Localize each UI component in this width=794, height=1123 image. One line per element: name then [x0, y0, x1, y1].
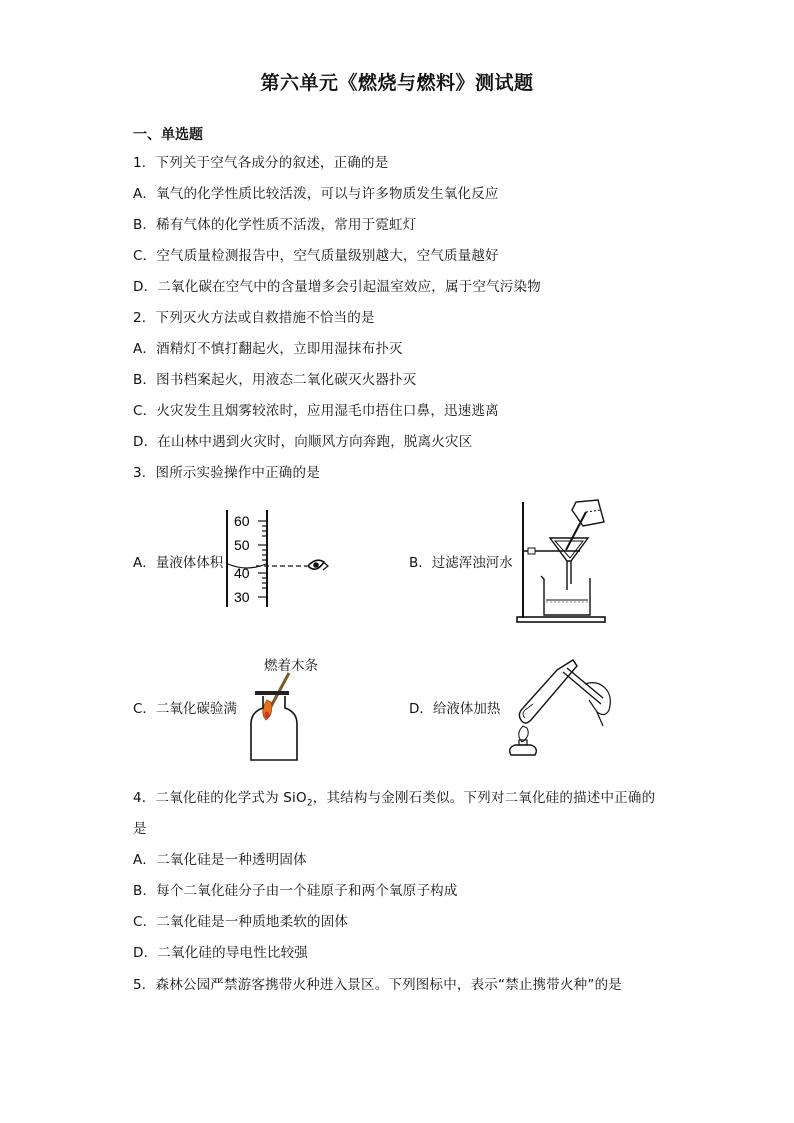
q4-option-c: C．二氧化硅是一种质地柔软的固体 [133, 914, 349, 930]
q2-stem: 2．下列灭火方法或自救措施不恰当的是 [133, 310, 375, 326]
cylinder-tick-30: 30 [234, 589, 250, 605]
q3-option-a-label: A．量液体体积 [133, 555, 224, 571]
q4-stem [133, 786, 655, 809]
q1-option-c: C．空气质量检测报告中，空气质量级别越大，空气质量越好 [133, 248, 499, 264]
q1-stem: 1．下列关于空气各成分的叙述，正确的是 [133, 155, 389, 171]
q2-option-a: A．酒精灯不慎打翻起火，立即用湿抹布扑灭 [133, 341, 403, 357]
stick-label: 燃着木条 [264, 658, 318, 674]
q4-stem-line2: 是 [133, 821, 147, 837]
eye-icon [308, 560, 328, 570]
q5-stem: 5．森林公园严禁游客携带火种进入景区。下列图标中，表示“禁止携带火种”的是 [133, 977, 622, 993]
q4-option-a: A．二氧化硅是一种透明固体 [133, 852, 307, 868]
filtration-figure [510, 498, 615, 626]
q2-option-c: C．火灾发生且烟雾较浓时，应用湿毛巾捂住口鼻，迅速逃离 [133, 403, 499, 419]
q1-option-d: D．二氧化碳在空气中的含量增多会引起温室效应，属于空气污染物 [133, 279, 541, 295]
section-heading: 一、单选题 [133, 127, 203, 143]
q4-option-b: B．每个二氧化硅分子由一个硅原子和两个氧原子构成 [133, 883, 458, 899]
q2-option-b: B．图书档案起火，用液态二氧化碳灭火器扑灭 [133, 372, 417, 388]
q3-option-d-label: D．给液体加热 [409, 701, 501, 717]
gas-bottle-figure [245, 670, 315, 766]
q4-stem-part1: 4．二氧化硅的化学式为 SiO [133, 790, 307, 806]
cylinder-tick-50: 50 [234, 537, 250, 553]
q3-option-b-label: B．过滤浑浊河水 [409, 555, 513, 571]
q3-option-c-label: C．二氧化碳验满 [133, 701, 237, 717]
page-title: 第六单元《燃烧与燃料》测试题 [260, 72, 534, 94]
heating-figure [505, 656, 615, 756]
q2-option-d: D．在山林中遇到火灾时，向顺风方向奔跑，脱离火灾区 [133, 434, 473, 450]
cylinder-figure [222, 506, 334, 610]
q3-stem: 3．图所示实验操作中正确的是 [133, 465, 320, 481]
cylinder-tick-60: 60 [234, 513, 250, 529]
q1-option-b: B．稀有气体的化学性质不活泼，常用于霓虹灯 [133, 217, 417, 233]
q4-option-d: D．二氧化硅的导电性比较强 [133, 945, 308, 961]
q4-stem-part2: ，其结构与金刚石类似。下列对二氧化硅的描述中正确的 [312, 790, 656, 806]
q4-stem-subscript: 2 [306, 798, 313, 809]
q1-option-a: A．氧气的化学性质比较活泼，可以与许多物质发生氧化反应 [133, 186, 499, 202]
cylinder-tick-40: 40 [234, 565, 250, 581]
